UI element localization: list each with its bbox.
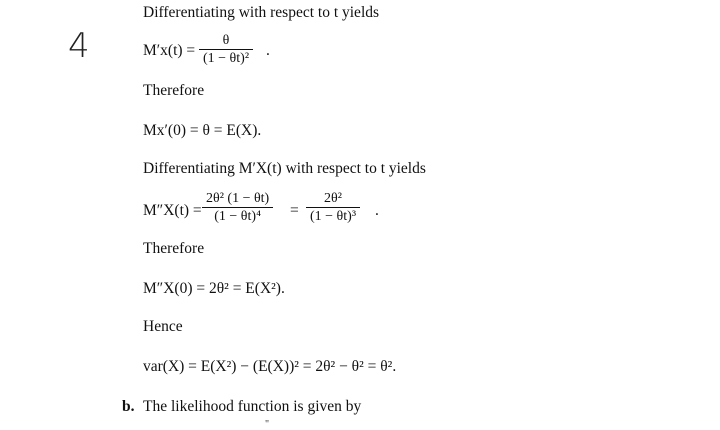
part-b-text: The likelihood function is given by (143, 398, 362, 415)
eq1-denominator: (1 − θt)² (199, 49, 253, 67)
second-derivative-line: Differentiating M′X(t) with respect to t yields (143, 160, 426, 177)
eq3-period: . (375, 202, 379, 219)
eq4: M″X(0) = 2θ² = E(X²). (143, 280, 285, 297)
therefore-2: Therefore (143, 240, 205, 257)
eq1-lhs: M′x(t) = (143, 42, 196, 59)
intro-line: Differentiating with respect to t yields (143, 4, 380, 21)
eq3-denominator-2: (1 − θt)³ (306, 207, 360, 225)
eq3-denominator-1: (1 − θt)⁴ (202, 207, 273, 225)
eq3-numerator-1: 2θ² (1 − θt) (206, 191, 270, 206)
eq3-numerator-2: 2θ² (324, 191, 342, 206)
eq1-fraction (199, 32, 253, 67)
eq3-equals: = (290, 202, 299, 219)
eq3-fraction-1 (202, 190, 273, 225)
therefore-1: Therefore (143, 82, 205, 99)
problem-number: 4 (68, 26, 90, 66)
part-b-label: b. (122, 398, 135, 415)
eq2: Mx′(0) = θ = E(X). (143, 122, 262, 139)
eq3-fraction-2 (306, 190, 360, 225)
eq1-period: . (266, 42, 270, 59)
eq5-variance: var(X) = E(X²) − (E(X))² = 2θ² − θ² = θ². (143, 358, 397, 375)
eq1-numerator: θ (222, 33, 230, 48)
eq3-lhs: M″X(t) = (143, 202, 202, 219)
hence: Hence (143, 318, 183, 335)
trailing-mark: " (265, 419, 270, 430)
